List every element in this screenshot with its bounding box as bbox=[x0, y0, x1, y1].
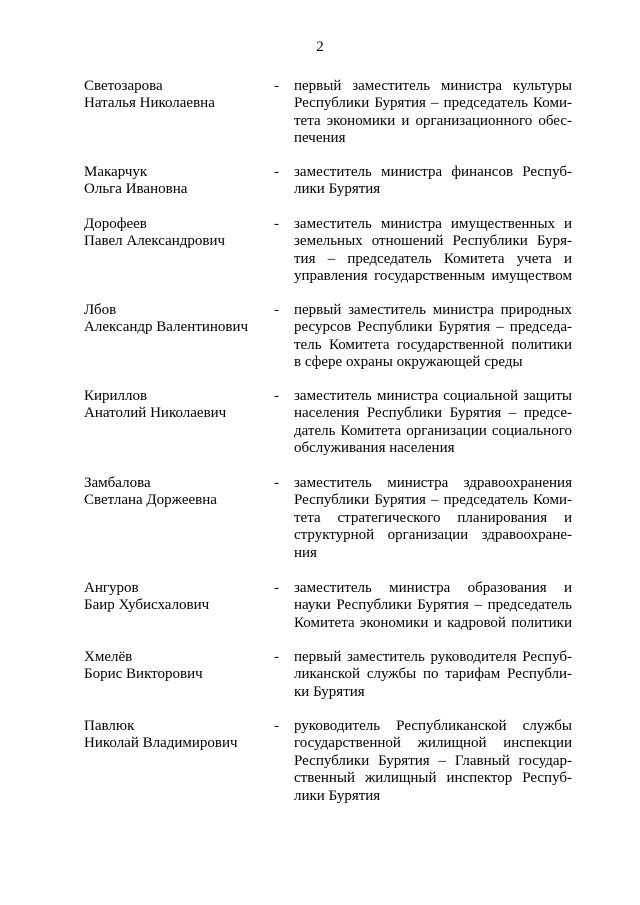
position-line: структурной организации здравоохране- bbox=[294, 527, 572, 544]
member-name bbox=[84, 388, 264, 423]
member-name bbox=[84, 216, 264, 251]
position-line: заместитель министра социальной защиты bbox=[294, 388, 572, 404]
position-line: тия – председатель Комитета учета и bbox=[294, 250, 572, 267]
separator-dash: - bbox=[274, 649, 279, 665]
position-line: науки Республики Бурятия – председатель bbox=[294, 597, 572, 614]
member-given-names: Борис Викторович bbox=[84, 666, 203, 683]
position-line: датель Комитета организации социального bbox=[294, 422, 572, 439]
member-position bbox=[294, 580, 572, 632]
position-line: первый заместитель руководителя Респуб- bbox=[294, 649, 572, 665]
member-name bbox=[84, 475, 264, 510]
position-line: Республики Бурятия – председатель Коми- bbox=[294, 492, 572, 509]
position-line: заместитель министра образования и bbox=[294, 580, 572, 596]
separator-dash: - bbox=[274, 302, 279, 318]
member-given-names: Наталья Николаевна bbox=[84, 95, 215, 112]
position-line: в сфере охраны окружающей среды bbox=[294, 354, 523, 371]
position-line: лики Бурятия bbox=[294, 181, 381, 198]
separator-dash: - bbox=[274, 475, 279, 491]
position-line: управления государственным имуществом bbox=[294, 268, 572, 285]
position-line: заместитель министра имущественных и bbox=[294, 216, 572, 232]
member-surname: Светозарова bbox=[84, 78, 163, 94]
member-position bbox=[294, 78, 572, 148]
member-position bbox=[294, 216, 572, 286]
member-name bbox=[84, 718, 264, 753]
member-given-names: Светлана Доржеевна bbox=[84, 492, 217, 509]
position-line: первый заместитель министра культуры bbox=[294, 78, 572, 94]
position-line: заместитель министра здравоохранения bbox=[294, 475, 572, 491]
separator-dash: - bbox=[274, 388, 279, 404]
member-name bbox=[84, 580, 264, 615]
member-given-names: Николай Владимирович bbox=[84, 735, 238, 752]
position-line: печения bbox=[294, 130, 346, 147]
separator-dash: - bbox=[274, 580, 279, 596]
separator-dash: - bbox=[274, 718, 279, 734]
member-position bbox=[294, 649, 572, 701]
position-line: ресурсов Республики Бурятия – председа- bbox=[294, 319, 572, 336]
position-line: руководитель Республиканской службы bbox=[294, 718, 572, 734]
member-surname: Ангуров bbox=[84, 580, 139, 596]
position-line: ственный жилищный инспектор Респуб- bbox=[294, 770, 572, 787]
member-surname: Дорофеев bbox=[84, 216, 147, 232]
member-position bbox=[294, 388, 572, 458]
member-surname: Кириллов bbox=[84, 388, 148, 404]
position-line: тель Комитета государственной политики bbox=[294, 336, 572, 353]
member-given-names: Павел Александрович bbox=[84, 233, 226, 250]
position-line: тета экономики и организационного обес- bbox=[294, 112, 572, 129]
member-surname: Лбов bbox=[84, 302, 117, 318]
member-name bbox=[84, 302, 264, 337]
position-line: населения Республики Бурятия – предсе- bbox=[294, 405, 572, 422]
separator-dash: - bbox=[274, 216, 279, 232]
member-position bbox=[294, 475, 572, 562]
member-name bbox=[84, 649, 264, 684]
position-line: ния bbox=[294, 544, 317, 561]
member-surname: Макарчук bbox=[84, 164, 148, 180]
position-line: Республики Бурятия – председатель Коми- bbox=[294, 95, 572, 112]
member-position bbox=[294, 164, 572, 199]
position-line: тета стратегического планирования и bbox=[294, 509, 572, 526]
member-given-names: Баир Хубисхалович bbox=[84, 597, 210, 614]
position-line: лики Бурятия bbox=[294, 787, 381, 804]
position-line: государственной жилищной инспекции bbox=[294, 735, 572, 752]
position-line: заместитель министра финансов Респуб- bbox=[294, 164, 572, 180]
member-given-names: Александр Валентинович bbox=[84, 319, 249, 336]
member-position bbox=[294, 718, 572, 805]
position-line: ки Бурятия bbox=[294, 683, 365, 700]
position-line: Комитета экономики и кадровой политики bbox=[294, 614, 572, 631]
member-given-names: Ольга Ивановна bbox=[84, 181, 188, 198]
member-given-names: Анатолий Николаевич bbox=[84, 405, 227, 422]
member-surname: Хмелёв bbox=[84, 649, 133, 665]
member-surname: Замбалова bbox=[84, 475, 151, 491]
position-line: земельных отношений Республики Буря- bbox=[294, 233, 572, 250]
member-name bbox=[84, 164, 264, 199]
position-line: ликанской службы по тарифам Республи- bbox=[294, 666, 572, 683]
separator-dash: - bbox=[274, 164, 279, 180]
position-line: обслуживания населения bbox=[294, 440, 455, 457]
member-position bbox=[294, 302, 572, 372]
member-surname: Павлюк bbox=[84, 718, 135, 734]
page-number: 2 bbox=[316, 39, 324, 55]
position-line: Республики Бурятия – Главный государ- bbox=[294, 752, 572, 769]
member-name bbox=[84, 78, 264, 113]
position-line: первый заместитель министра природных bbox=[294, 302, 572, 318]
separator-dash: - bbox=[274, 78, 279, 94]
